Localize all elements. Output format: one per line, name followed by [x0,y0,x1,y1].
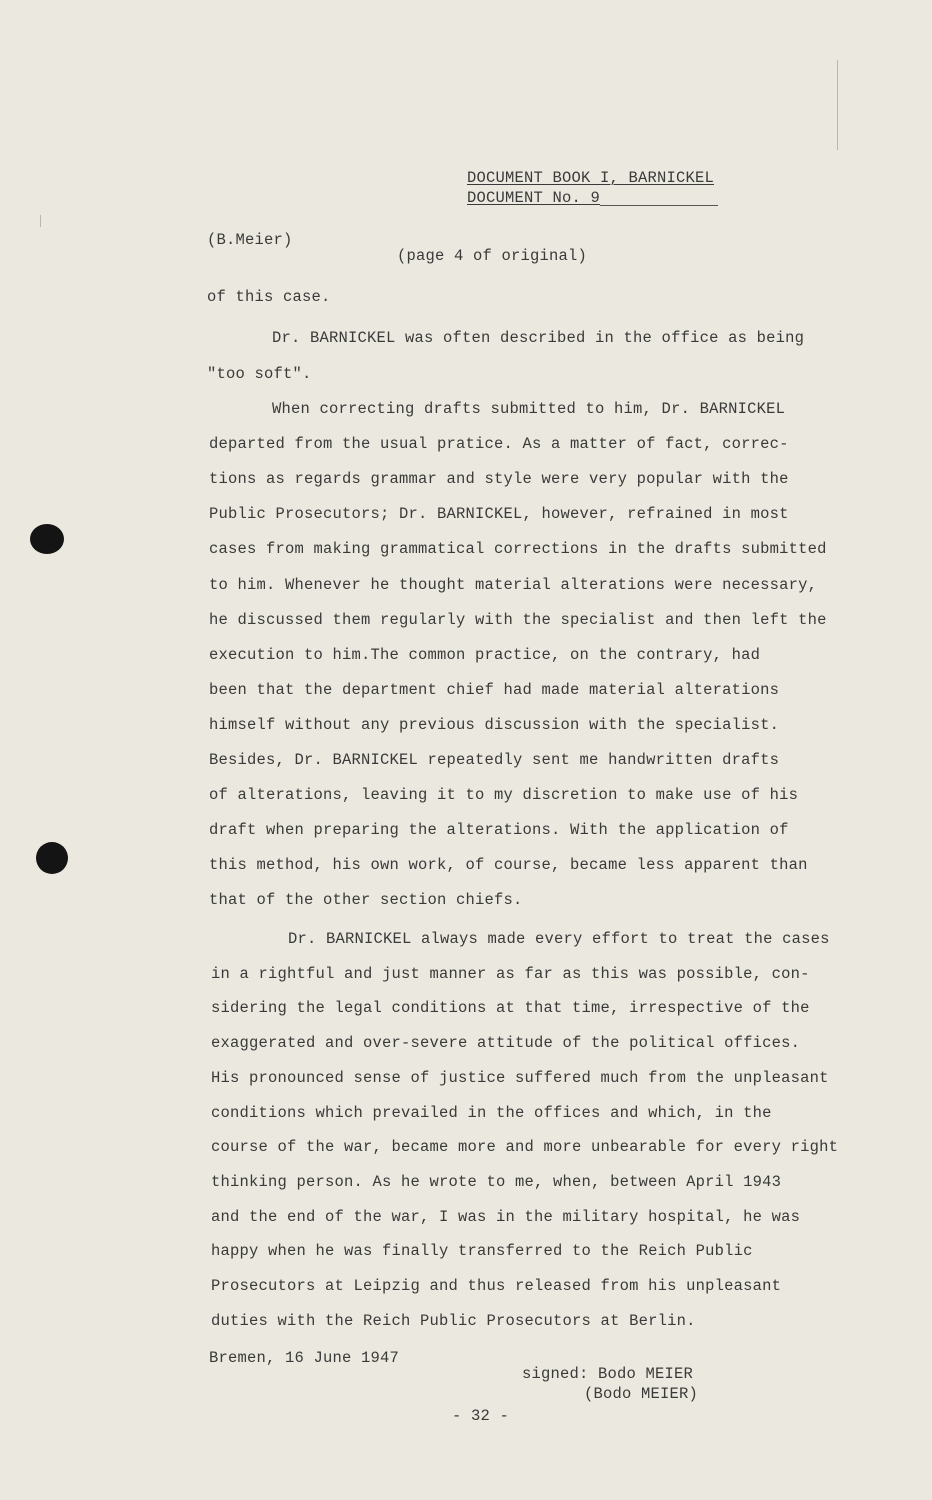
body-line: Public Prosecutors; Dr. BARNICKEL, however, refrained in most [209,505,789,523]
body-line: "too soft". [207,365,312,383]
punch-hole-icon [36,842,68,874]
place-and-date: Bremen, 16 June 1947 [209,1349,400,1367]
body-line: this method, his own work, of course, became less apparent than [209,856,808,874]
signature-name: (Bodo MEIER) [584,1385,699,1403]
header-underline [600,205,718,206]
document-number: DOCUMENT No. 9 [467,189,601,207]
body-line: draft when preparing the alterations. With the application of [209,821,789,839]
body-line: exaggerated and over-severe attitude of the political offices. [211,1034,801,1052]
body-line: and the end of the war, I was in the military hospital, he was [211,1208,801,1226]
body-line: thinking person. As he wrote to me, when, between April 1943 [211,1173,782,1191]
paper-mark [837,60,838,150]
body-line: Dr. BARNICKEL was often described in the office as being [272,329,805,347]
body-line: happy when he was finally transferred to the Reich Public [211,1242,753,1260]
body-line: Prosecutors at Leipzig and thus released from his unpleasant [211,1277,782,1295]
body-line: Besides, Dr. BARNICKEL repeatedly sent me handwritten drafts [209,751,780,769]
body-line: execution to him.The common practice, on the contrary, had [209,646,761,664]
document-book-title: DOCUMENT BOOK I, BARNICKEL [467,169,715,187]
paper-mark [40,215,41,227]
page-number: - 32 - [452,1407,510,1425]
body-line: that of the other section chiefs. [209,891,523,909]
body-line: of this case. [207,288,331,306]
page-reference: (page 4 of original) [397,247,588,265]
signature-line: signed: Bodo MEIER [522,1365,694,1383]
punch-hole-icon [30,524,64,554]
body-line: When correcting drafts submitted to him, Dr. BARNICKEL [272,400,786,418]
body-line: course of the war, became more and more unbearable for every right [211,1138,839,1156]
body-line: he discussed them regularly with the specialist and then left the [209,611,827,629]
body-line: His pronounced sense of justice suffered much from the unpleasant [211,1069,829,1087]
body-line: conditions which prevailed in the offices and which, in the [211,1104,772,1122]
body-line: duties with the Reich Public Prosecutors at Berlin. [211,1312,696,1330]
body-line: in a rightful and just manner as far as this was possible, con- [211,965,810,983]
body-line: sidering the legal conditions at that time, irrespective of the [211,999,810,1017]
body-line: Dr. BARNICKEL always made every effort to treat the cases [288,930,830,948]
body-line: tions as regards grammar and style were very popular with the [209,470,789,488]
body-line: departed from the usual pratice. As a matter of fact, correc- [209,435,789,453]
body-line: cases from making grammatical corrections in the drafts submitted [209,540,827,558]
body-line: himself without any previous discussion with the specialist. [209,716,780,734]
body-line: of alterations, leaving it to my discretion to make use of his [209,786,799,804]
body-line: to him. Whenever he thought material alterations were necessary, [209,576,818,594]
body-line: been that the department chief had made material alterations [209,681,780,699]
author-reference: (B.Meier) [207,231,293,249]
